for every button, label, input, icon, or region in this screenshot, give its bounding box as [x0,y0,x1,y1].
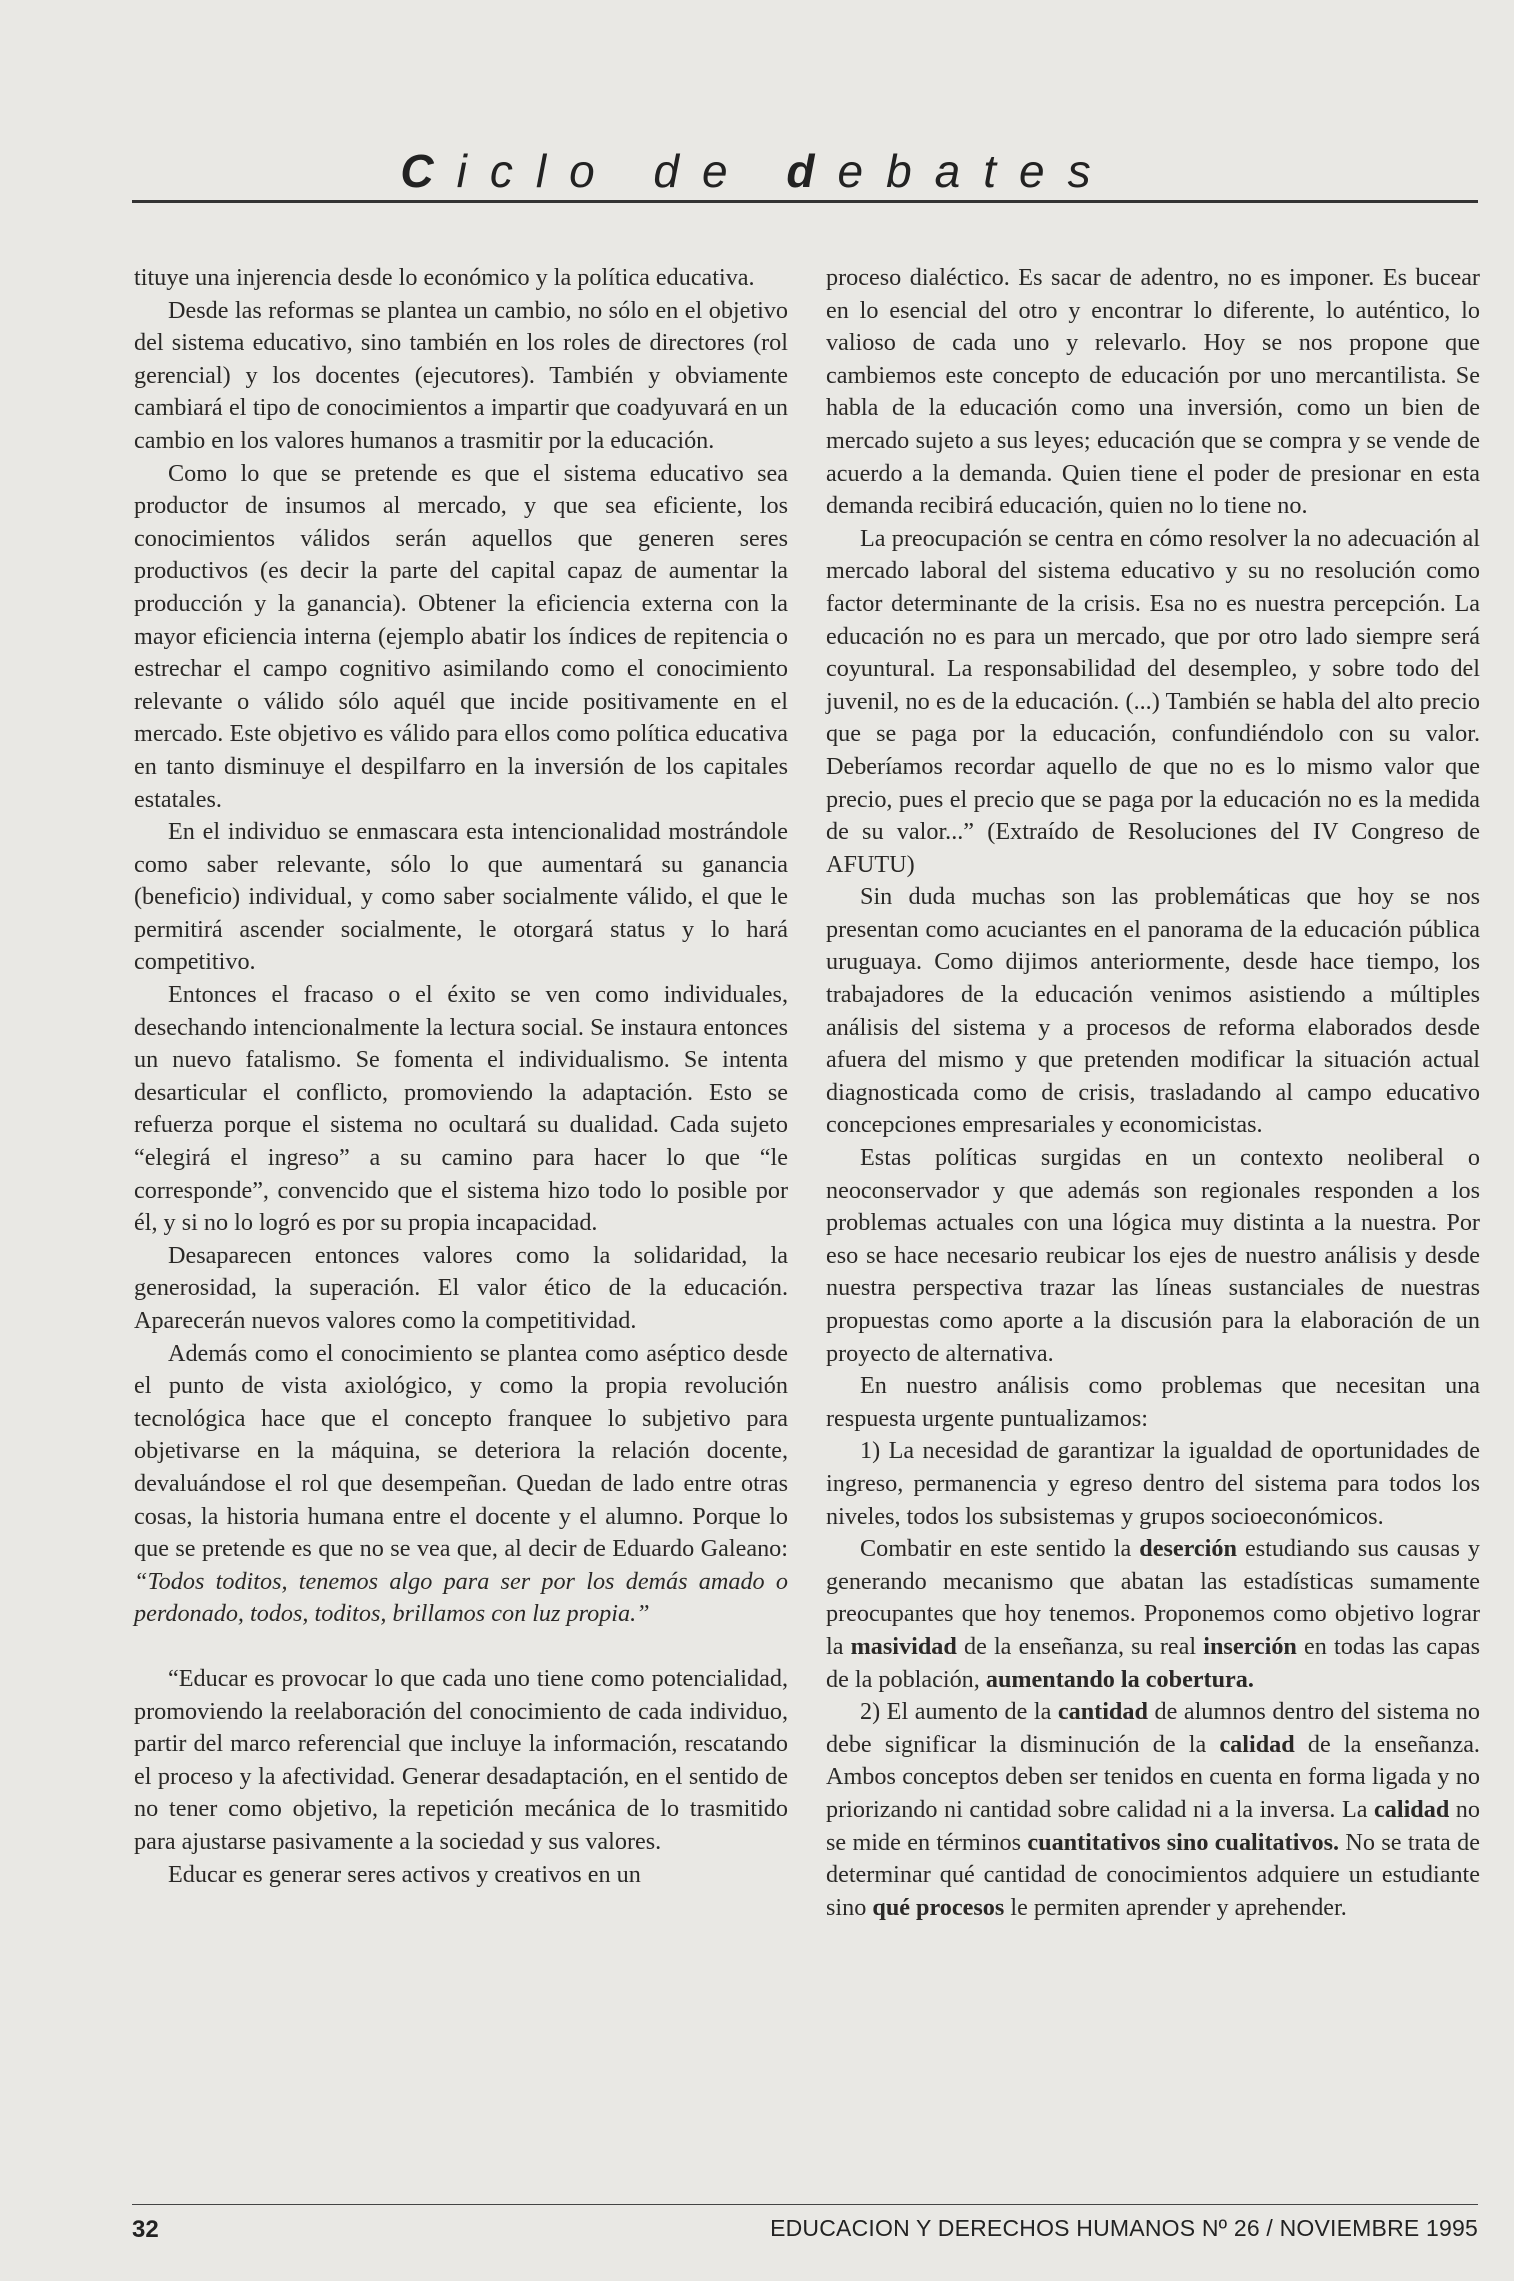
publication-footer: EDUCACION Y DERECHOS HUMANOS Nº 26 / NOVIEMBRE 1995 [770,2215,1478,2241]
paragraph: Sin duda muchas son las problemáticas que hoy se nos presentan como acuciantes en el panorama de la educación pública uruguaya. Como dijimos anteriormente, desde hace tiempo, los trabajadores de la educación venimos asistiendo a múltiples análisis del sistema y a procesos de reforma elaborados desde afuera del mismo y que pretenden modificar la situación actual diagnosticada como de crisis, trasladando al campo educativo concepciones empresariales y economicistas. [826,883,1480,1139]
running-header: Ciclo de debates [400,145,1114,197]
paragraph: 1) La necesidad de garantizar la igualdad de oportunidades de ingreso, permanencia y egreso dentro del sistema para todos los niveles, todos los subsistemas y grupos socioeconómicos. [826,1437,1480,1530]
paragraph: Combatir en este sentido la deserción estudiando sus causas y generando mecanismo que abatan las estadísticas sumamente preocupantes que hoy tenemos. Proponemos como objetivo lograr la masividad de la enseñanza, su real inserción en todas las capas de la población, aumentando la cobertura. [826,1535,1481,1693]
paragraph: 2) El aumento de la cantidad de alumnos dentro del sistema no debe significar la disminución de la calidad de la enseñanza. Ambos conceptos deben ser tenidos en cuenta en forma ligada y no priorizando ni cantidad sobre calidad ni a la inversa. La calidad no se mide en términos cuantitativos sino cualitativos. No se trata de determinar qué cantidad de conocimientos adquiere un estudiante sino qué procesos le permiten aprender y aprehender. [826,1698,1480,1921]
paragraph: Entonces el fracaso o el éxito se ven como individuales, desechando intencionalmente la lectura social. Se instaura entonces un nuevo fatalismo. Se fomenta el individualismo. Se intenta desarticular el conflicto, promoviendo la adaptación. Esto se refuerza porque el sistema no ocultará su dualidad. Cada sujeto “elegirá el ingreso” a su camino para hacer lo que “le corresponde”, convencido que el sistema hizo todo lo posible por él, y si no lo logró es por su propia incapacidad. [134,981,788,1237]
galeano-quote: “Todos toditos, tenemos algo para ser por los demás amado o perdonado, todos, toditos, brillamos con luz propia.” [134,1567,788,1628]
right-column [826,262,1480,1924]
paragraph: Educar es generar seres activos y creativos en un [168,1860,641,1888]
paragraph: “Educar es provocar lo que cada uno tiene como potencialidad, promoviendo la reelaboración del conocimiento de cada individuo, partir del marco referencial que incluye la información, rescatando el proceso y la afectividad. Generar desadaptación, en el sentido de no tener como objetivo, la repetición mecánica de lo trasmitido para ajustarse pasivamente a la sociedad y sus valores. [134,1664,788,1855]
footer-rule [132,2204,1478,2205]
paragraph: Estas políticas surgidas en un contexto neoliberal o neoconservador y que además son regionales responden a los problemas actuales con una lógica muy distinta a la nuestra. Por eso se hace necesario reubicar los ejes de nuestro análisis y desde nuestra perspectiva trazar las líneas sustanciales de nuestras propuestas como aporte a la discusión para la elaboración de un proyecto de alternativa. [826,1144,1480,1367]
paragraph: En nuestro análisis como problemas que necesitan una respuesta urgente puntualizamos: [826,1372,1480,1432]
paragraph: tituye una injerencia desde lo económico y la política educativa. [134,264,755,291]
paragraph: Como lo que se pretende es que el sistema educativo sea productor de insumos al mercado, y que sea eficiente, los conocimientos válidos serán aquellos que generen seres productivos (es decir la parte del capital capaz de aumentar la producción y la ganancia). Obtener la eficiencia externa con la mayor eficiencia interna (ejemplo abatir los índices de repitencia o estrechar el campo cognitivo asimilando como el conocimiento relevante o válido sólo aquél que incide positivamente en el mercado. Este objetivo es válido para ellos como política educativa en tanto disminuye el despilfarro en la inversión de los capitales estatales. [134,459,788,813]
paragraph: Además como el conocimiento se plantea como aséptico desde el punto de vista axiológico, y como la propia revolución tecnológica hace que el concepto franquee lo subjetivo para objetivarse en la máquina, se deteriora la relación docente, devaluándose el rol que desempeñan. Quedan de lado entre otras cosas, la historia humana entre el docente y el alumno. Porque lo que se pretende es que no se vea que, al decir de Eduardo Galeano: “Todos toditos, tenemos algo para ser por los demás amado o perdonado, todos, toditos, brillamos con luz propia.” [134,1339,788,1628]
left-column [134,262,788,1891]
header-rule [132,200,1478,203]
paragraph: En el individuo se enmascara esta intencionalidad mostrándole como saber relevante, sólo lo que aumentará su ganancia (beneficio) individual, y como saber socialmente válido, el que le permitirá ascender socialmente, le otorgará status y lo hará competitivo. [134,818,788,976]
paragraph: Desaparecen entonces valores como la solidaridad, la generosidad, la superación. El valor ético de la educación. Aparecerán nuevos valores como la competitividad. [134,1241,788,1334]
paragraph: La preocupación se centra en cómo resolver la no adecuación al mercado laboral del sistema educativo y su no resolución como factor determinante de la crisis. Esa no es nuestra percepción. La educación no es para un mercado, que por otro lado siempre será coyuntural. La responsabilidad del desempleo, y sobre todo del juvenil, no es de la educación. (...) También se habla del alto precio que se paga por la educación, confundiéndolo con su valor. Deberíamos recordar aquello de que no es lo mismo valor que precio, pues el precio que se paga por la educación no es la medida de su valor...” (Extraído de Resoluciones del IV Congreso de AFUTU) [826,524,1480,878]
paragraph: proceso dialéctico. Es sacar de adentro, no es imponer. Es bucear en lo esencial del otro y encontrar lo diferente, lo auténtico, lo valioso de cada uno y relevarlo. Hoy se nos propone que cambiemos este concepto de educación por uno mercantilista. Se habla de la educación como una inversión, como un bien de mercado sujeto a sus leyes; educación que se compra y se vende de acuerdo a la demanda. Quien tiene el poder de presionar en esta demanda recibirá educación, quien no lo tiene no. [826,264,1480,520]
page-number: 32 [132,2216,159,2243]
paragraph: Desde las reformas se plantea un cambio, no sólo en el objetivo del sistema educativo, sino también en los roles de directores (rol gerencial) y los docentes (ejecutores). También y obviamente cambiará el tipo de conocimientos a impartir que coadyuvará en un cambio en los valores humanos a trasmitir por la educación. [134,296,788,454]
